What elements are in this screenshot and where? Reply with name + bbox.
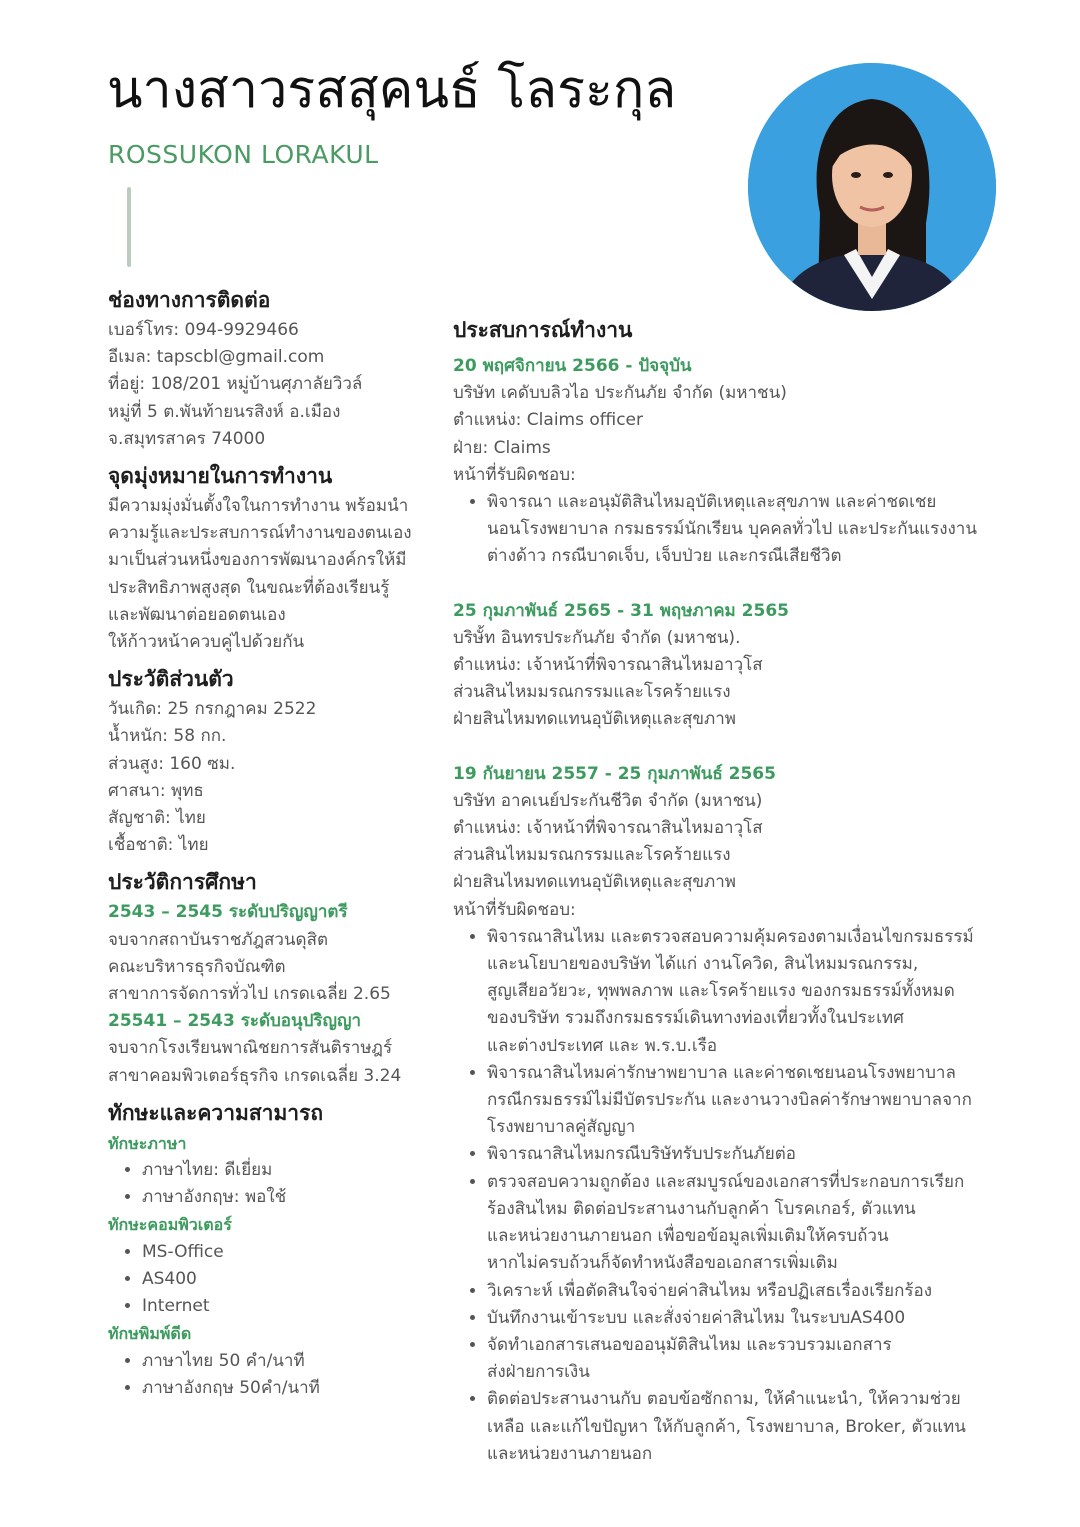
job-department: ฝ่ายสินไหมทดแทนอุบัติเหตุและสุขภาพ — [453, 709, 737, 730]
personal-religion: ศาสนา: พุทธ — [108, 780, 204, 801]
duty-item — [487, 1141, 1048, 1168]
education-line: คณะบริหารธุรกิจบัณฑิต — [108, 956, 286, 977]
name-english: ROSSUKON LORAKUL — [108, 140, 379, 169]
job-department: ฝ่าย: Claims — [453, 437, 551, 458]
name-thai: นางสาวรสสุคนธ์ โลระกุล — [107, 60, 677, 120]
skill-item: • AS400 — [142, 1266, 453, 1293]
contact-section — [108, 283, 453, 453]
education-period: 2543 – 2545 ระดับปริญญาตรี — [108, 902, 348, 923]
job-section: ส่วนสินไหมมรณกรรมและโรคร้ายแรง — [453, 682, 731, 703]
skill-item: • Internet — [142, 1293, 453, 1320]
contact-address-line: จ.สมุทรสาคร 74000 — [108, 428, 266, 449]
objective-line: และพัฒนาต่อยอดตนเอง — [108, 604, 286, 625]
duty-item — [487, 1305, 1048, 1332]
contact-heading: ช่องทางการติดต่อ — [108, 288, 271, 312]
job-entry — [453, 598, 1048, 734]
duty-line: ร้องสินไหม ติดต่อประสานงานกับลูกค้า โบรคเกอร์, ตัวแทน — [487, 1198, 916, 1219]
duty-list — [453, 489, 1048, 571]
job-company: บริษั้ท อินทรประกันภัย จำกัด (มหาชน). — [453, 627, 741, 648]
accent-divider — [127, 187, 131, 267]
duty-line: วิเคราะห์ เพื่อตัดสินใจจ่ายค่าสินไหม หรือปฏิเสธเรื่องเรียกร้อง — [487, 1280, 933, 1301]
objective-line: ให้ก้าวหน้าควบคู่ไปด้วยกัน — [108, 632, 305, 653]
duty-line: พิจารณา และอนุมัติสินไหมอุบัติเหตุและสุขภาพ และค่าชดเชย — [487, 492, 937, 513]
skill-list — [108, 1348, 453, 1402]
duty-line: และต่างประเทศ และ พ.ร.บ.เรือ — [487, 1035, 718, 1056]
duty-line: จัดทำเอกสารเสนอขออนุมัติสินไหม และรวบรวมเอกสาร — [487, 1334, 892, 1355]
duty-list — [453, 924, 1048, 1468]
objective-section — [108, 459, 453, 656]
duty-item — [487, 924, 1048, 1060]
job-company: บริษัท อาคเนย์ประกันชีวิต จำกัด (มหาชน) — [453, 790, 763, 811]
duty-line: โรงพยาบาลคู่สัญญา — [487, 1117, 636, 1138]
education-line: สาขาคอมพิวเตอร์ธุรกิจ เกรดเฉลี่ย 3.24 — [108, 1065, 402, 1086]
skills-heading: ทักษะและความสามารถ — [108, 1100, 324, 1125]
job-department: ฝ่ายสินไหมทดแทนอุบัติเหตุและสุขภาพ — [453, 872, 737, 893]
education-section — [108, 865, 453, 1089]
contact-address-line: หมู่ที่ 5 ต.พันท้ายนรสิงห์ อ.เมือง — [108, 401, 341, 422]
personal-height: ส่วนสูง: 160 ซม. — [108, 753, 236, 774]
objective-line: มีความมุ่งมั่นตั้งใจในการทำงาน พร้อมนำ — [108, 496, 409, 517]
duty-line: ต่างด้าว กรณีบาดเจ็บ, เจ็บป่วย และกรณีเสียชีวิต — [487, 546, 842, 567]
education-period: 25541 – 2543 ระดับอนุปริญญา — [108, 1011, 362, 1032]
duty-item — [487, 489, 1048, 571]
skill-group-title: ทักษะคอมพิวเตอร์ — [108, 1215, 232, 1235]
job-period: 19 กันยายน 2557 - 25 กุมภาพันธ์ 2565 — [453, 763, 776, 784]
duty-line: กรณีกรมธรรม์ไม่มีบัตรประกัน และงานวางบิลค่ารักษาพยาบาลจาก — [487, 1090, 972, 1111]
experience-heading: ประสบการณ์ทำงาน — [453, 318, 633, 342]
skill-item: • ภาษาไทย: ดีเยี่ยม — [142, 1157, 453, 1184]
personal-weight: น้ำหนัก: 58 กก. — [108, 726, 227, 747]
skill-item: • ภาษาไทย 50 คำ/นาที — [142, 1348, 453, 1375]
skill-item: • ภาษาอังกฤษ 50คำ/นาที — [142, 1375, 453, 1402]
duty-line: ของบริษัท รวมถึงกรมธรรม์เดินทางท่องเที่ยวทั้งในประเทศ — [487, 1008, 904, 1029]
job-entry — [453, 761, 1048, 1468]
education-line: สาขาการจัดการทั่วไป เกรดเฉลี่ย 2.65 — [108, 984, 391, 1005]
job-entry — [453, 353, 1048, 571]
duty-line: พิจารณาสินไหมกรณีบริษัทรับประกันภัยต่อ — [487, 1144, 796, 1165]
skill-list — [108, 1239, 453, 1321]
objective-line: ประสิทธิภาพสูงสุด ในขณะที่ต้องเรียนรู้ — [108, 577, 390, 598]
duty-line: และหน่วยงานภายนอก — [487, 1443, 653, 1464]
duty-line: พิจารณาสินไหม และตรวจสอบความคุ้มครองตามเงื่อนไขกรมธรรม์ — [487, 926, 974, 947]
duty-line: ตรวจสอบความถูกต้อง และสมบูรณ์ของเอกสารที่ประกอบการเรียก — [487, 1171, 965, 1192]
contact-address-line: ที่อยู่: 108/201 หมู่บ้านศุภาลัยวิวล์ — [108, 374, 363, 395]
job-position: ตำแหน่ง: เจ้าหน้าที่พิจารณาสินไหมอาวุโส — [453, 818, 763, 839]
personal-heading: ประวัติส่วนตัว — [108, 667, 234, 692]
personal-section — [108, 662, 453, 859]
contact-email: อีเมล: tapscbl@gmail.com — [108, 347, 325, 368]
duty-line: สูญเสียอวัยวะ, ทุพพลภาพ และโรคร้ายแรง ของกรมธรรม์ทั้งหมด — [487, 981, 955, 1002]
objective-line: มาเป็นส่วนหนึ่งของการพัฒนาองค์กรให้มี — [108, 550, 407, 571]
skill-list — [108, 1157, 453, 1211]
duty-line: และหน่วยงานภายนอก เพื่อขอข้อมูลเพิ่มเติมให้ครบถ้วน — [487, 1226, 889, 1247]
duty-item — [487, 1060, 1048, 1142]
job-position: ตำแหน่ง: Claims officer — [453, 410, 643, 431]
job-section: ส่วนสินไหมมรณกรรมและโรคร้ายแรง — [453, 845, 731, 866]
right-column — [453, 313, 1048, 1468]
duty-line: หากไม่ครบถ้วนก็จัดทำหนังสือขอเอกสารเพิ่มเติม — [487, 1253, 838, 1274]
duty-line: พิจารณาสินไหมค่ารักษาพยาบาล และค่าชดเชยนอนโรงพยาบาล — [487, 1062, 956, 1083]
education-heading: ประวัติการศึกษา — [108, 870, 257, 895]
education-line: จบจากโรงเรียนพาณิชยการสันติราษฎร์ — [108, 1038, 393, 1059]
duty-line: และนโยบายของบริษัท ได้แก่ งานโควิด, สินไหมมรณกรรม, — [487, 954, 919, 975]
duty-item — [487, 1386, 1048, 1468]
personal-nationality: สัญชาติ: ไทย — [108, 808, 206, 829]
skill-group-title: ทักษะภาษา — [108, 1133, 187, 1153]
duty-item — [487, 1332, 1048, 1386]
duty-line: ติดต่อประสานงานกับ ตอบข้อซักถาม, ให้คำแนะนำ, ให้ความช่วย — [487, 1389, 961, 1410]
left-column — [108, 283, 453, 1408]
duty-line: เหลือ และแก้ไขปัญหา ให้กับลูกค้า, โรงพยาบาล, Broker, ตัวแทน — [487, 1416, 966, 1437]
duty-line: บันทึกงานเข้าระบบ และสั่งจ่ายค่าสินไหม ในระบบAS400 — [487, 1307, 906, 1328]
skill-item: • ภาษาอังกฤษ: พอใช้ — [142, 1184, 453, 1211]
personal-birthdate: วันเกิด: 25 กรกฎาคม 2522 — [108, 699, 317, 720]
skill-group-title: ทักษพิมพ์ดีด — [108, 1324, 192, 1344]
objective-heading: จุดมุ่งหมายในการทำงาน — [108, 464, 333, 489]
contact-phone: เบอร์โทร: 094-9929466 — [108, 320, 299, 340]
personal-ethnicity: เชื้อชาติ: ไทย — [108, 835, 209, 856]
objective-line: ความรู้และประสบการณ์ทำงานของตนเอง — [108, 523, 412, 544]
job-position: ตำแหน่ง: เจ้าหน้าที่พิจารณาสินไหมอาวุโส — [453, 655, 763, 676]
job-duties-label: หน้าที่รับผิดชอบ: — [453, 464, 576, 485]
skills-section — [108, 1096, 453, 1402]
profile-photo — [748, 63, 996, 311]
duty-line: ส่งฝ่ายการเงิน — [487, 1362, 590, 1383]
duty-item — [487, 1278, 1048, 1305]
job-period: 20 พฤศจิกายน 2566 - ปัจจุบัน — [453, 356, 692, 376]
skill-item: • MS-Office — [142, 1239, 453, 1266]
job-company: บริษัท เคดับบลิวไอ ประกันภัย จำกัด (มหาชน) — [453, 383, 787, 404]
portrait-photo-icon — [748, 63, 996, 311]
education-line: จบจากสถาบันราชภัฎสวนดุสิต — [108, 929, 329, 950]
duty-item — [487, 1169, 1048, 1278]
job-period: 25 กุมภาพันธ์ 2565 - 31 พฤษภาคม 2565 — [453, 600, 789, 621]
duty-line: นอนโรงพยาบาล กรมธรรม์นักเรียน บุคคลทั่วไป และประกันแรงงาน — [487, 519, 977, 540]
job-duties-label: หน้าที่รับผิดชอบ: — [453, 899, 576, 920]
